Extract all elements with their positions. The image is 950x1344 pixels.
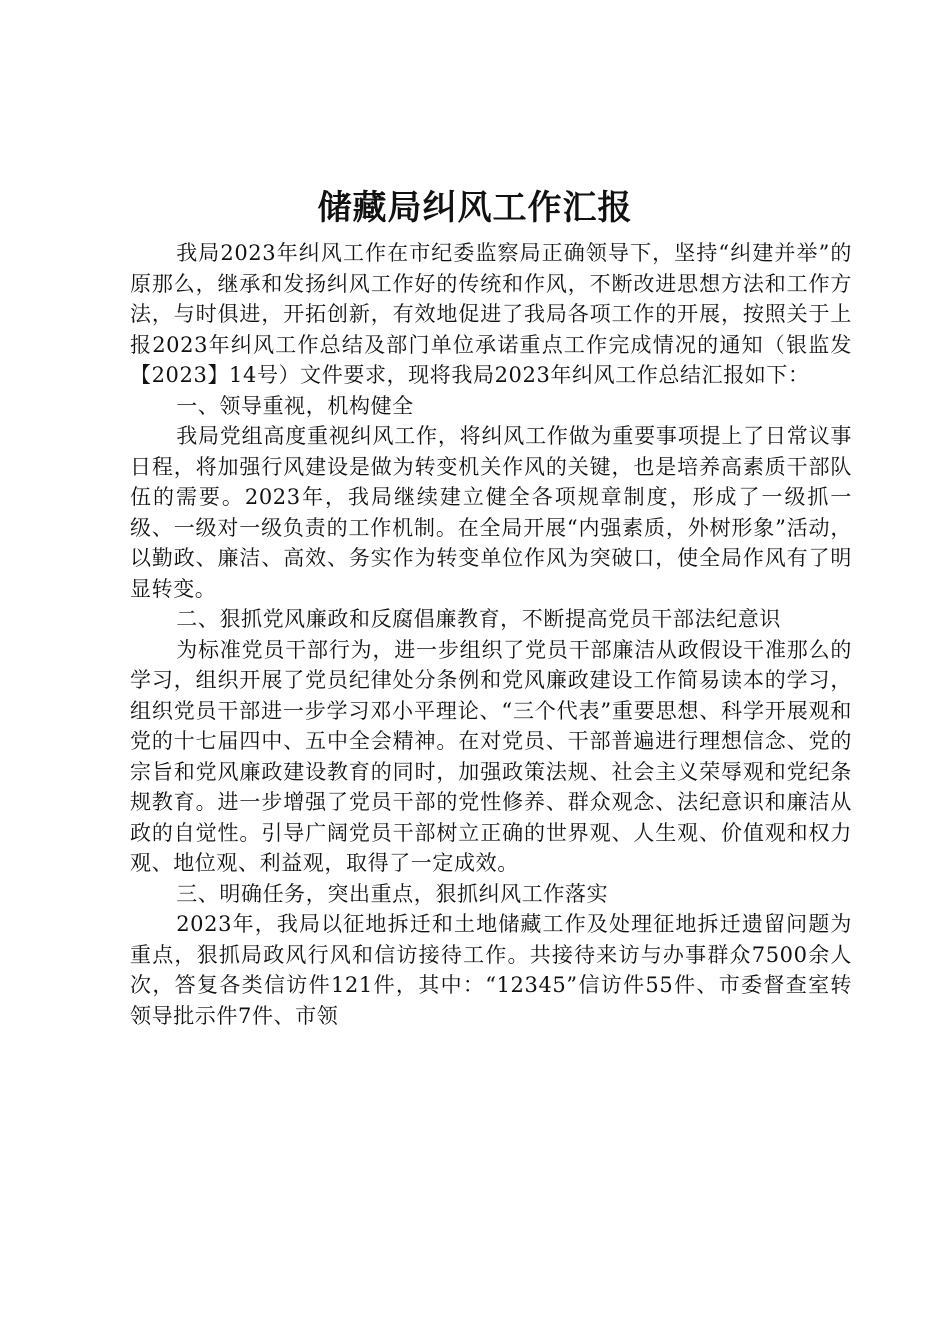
intro-paragraph: 我局2023年纠风工作在市纪委监察局正确领导下，坚持“纠建并举”的原那么，继承和发扬纠风工作好的传统和作风，不断改进思想方法和工作方法，与时俱进，开拓创新，有效地促进了我局各项工作的开展，按照关于上报2023年纠风工作总结及部门单位承诺重点工作完成情况的通知（银监发【2023】14号）文件要求，现将我局2023年纠风工作总结汇报如下： <box>130 241 852 387</box>
section-2-paragraph: 为标准党员干部行为，进一步组织了党员干部廉洁从政假设干准那么的学习，组织开展了党员纪律处分条例和党风廉政建设工作简易读本的学习，组织党员干部进一步学习邓小平理论、“三个代表”重要思想、科学开展观和党的十七届四中、五中全会精神。在对党员、干部普遍进行理想信念、党的宗旨和党风廉政建设教育的同时，加强政策法规、社会主义荣辱观和党纪条规教育。进一步增强了党员干部的党性修养、群众观念、法纪意识和廉洁从政的自觉性。引导广阔党员干部树立正确的世界观、人生观、价值观和权力观、地位观、利益观，取得了一定成效。 <box>130 637 852 875</box>
section-heading-2: 二、狠抓党风廉政和反腐倡廉教育，不断提高党员干部法纪意识 <box>176 607 781 631</box>
section-heading-3: 三、明确任务，突出重点，狠抓纠风工作落实 <box>176 881 609 906</box>
section-1-paragraph: 我局党组高度重视纠风工作，将纠风工作做为重要事项提上了日常议事日程，将加强行风建设是做为转变机关作风的关键，也是培养高素质干部队伍的需要。2023年，我局继续建立健全各项规章制度，形成了一级抓一级、一级对一级负责的工作机制。在全局开展“内强素质，外树形象”活动，以勤政、廉洁、高效、务实作为转变单位作风为突破口，使全局作风有了明显转变。 <box>130 424 852 601</box>
document-body <box>130 238 852 1031</box>
section-heading-1: 一、领导重视，机构健全 <box>176 393 414 418</box>
document-title: 储藏局纠风工作汇报 <box>317 188 633 228</box>
section-3-paragraph: 2023年，我局以征地拆迁和土地储藏工作及处理征地拆迁遗留问题为重点，狠抓局政风行风和信访接待工作。共接待来访与办事群众7500余人次，答复各类信访件121件，其中：“12345”信访件55件、市委督查室转领导批示件7件、市领 <box>130 912 852 1028</box>
